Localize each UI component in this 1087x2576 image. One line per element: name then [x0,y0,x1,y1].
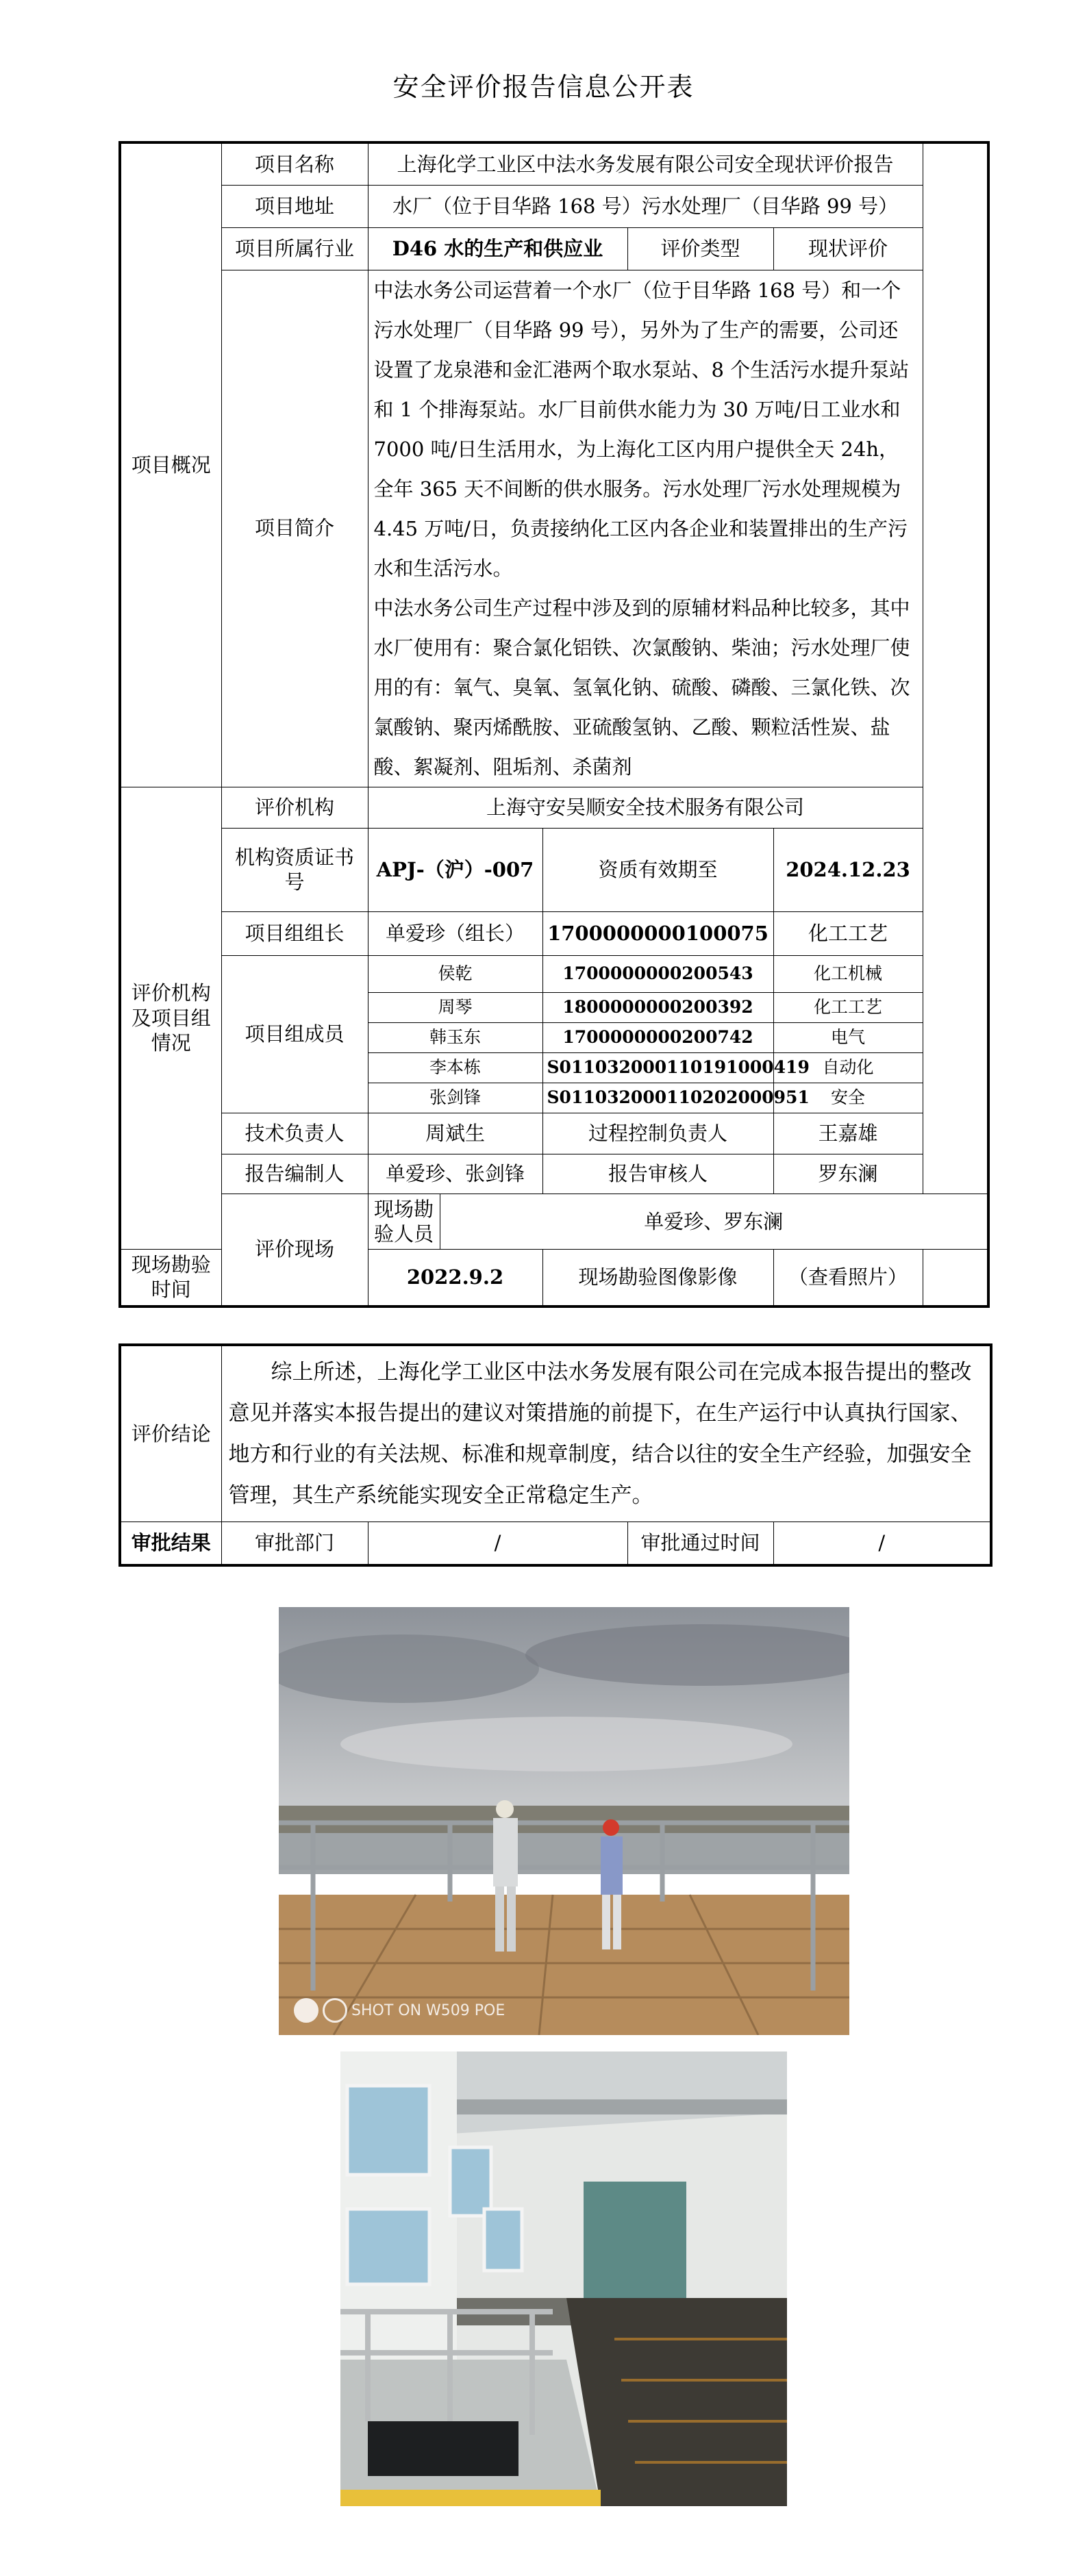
site-section-label: 评价现场 [221,1194,368,1306]
valid-label: 资质有效期至 [542,828,773,911]
valid-until: 2024.12.23 [773,828,923,911]
process-name: 王嘉雄 [773,1113,923,1154]
eval-type: 现状评价 [773,227,923,270]
member-specialty: 安全 [773,1083,923,1113]
page-title: 安全评价报告信息公开表 [392,72,695,102]
cert-label: 机构资质证书号 [221,828,368,911]
intro-paragraph-1: 中法水务公司运营着一个水厂（位于目华路 168 号）和一个污水处理厂（目华路 99 号），另外为了生产的需要，公司还设置了龙泉港和金汇港两个取水泵站、8 个生活污水提升泵站和 1 个排海泵站。水厂目前供水能力为 30 万吨/日工业水和 7000 吨/日生活用水，为上海化工区内用户提供全天 24h，全年 365 天不间断的供水服务。污水处理厂污水处理规模为 4.45 万吨/日，负责接纳化工区内各企业和装置排出的生产污水和生活污水。 [373,278,910,580]
photo-outdoor-illustration [279,1607,849,2035]
photo-watermark-text: SHOT ON W509 POE [351,2002,505,2019]
process-label: 过程控制负责人 [542,1113,773,1154]
agency-org: 上海守安吴顺安全技术服务有限公司 [368,787,923,828]
approval-time-label: 审批通过时间 [627,1521,773,1565]
site-staff-label: 现场勘验人员 [368,1194,440,1250]
member-name: 张剑锋 [368,1083,542,1113]
approval-time: / [773,1521,991,1565]
conclusion-text: 综上所述，上海化学工业区中法水务发展有限公司在完成本报告提出的整改意见并落实本报告提出的建议对策措施的前提下，在生产运行中认真执行国家、地方和行业的有关法规、标准和规章制度，结合以往的安全生产经验，加强安全管理，其生产系统能实现安全正常稳定生产。 [221,1345,991,1521]
site-photo-indoor [340,2051,787,2506]
member-name: 周琴 [368,992,542,1022]
leader-specialty: 化工工艺 [773,911,923,955]
camera-dot-icon [294,1998,318,2023]
reviewer-name: 罗东澜 [773,1154,923,1194]
tech-name: 周斌生 [368,1113,542,1154]
reviewer-label: 报告审核人 [542,1154,773,1194]
member-cert: 1700000000200742 [542,1022,773,1052]
project-intro [368,270,923,787]
industry: D46 水的生产和供应业 [368,227,627,270]
photo-indoor-illustration [340,2051,787,2506]
intro-paragraph-2: 中法水务公司生产过程中涉及到的原辅材料品种比较多，其中水厂使用有：聚合氯化铝铁、次氯酸钠、柴油；污水处理厂使用的有：氧气、臭氧、氢氧化钠、硫酸、磷酸、三氯化铁、次氯酸钠、聚丙烯酰胺、亚硫酸氢钠、乙酸、颗粒活性炭、盐酸、絮凝剂、阻垢剂、杀菌剂 [373,596,910,779]
project-address: 水厂（位于目华路 168 号）污水处理厂（目华路 99 号） [368,185,923,227]
info-table [118,141,990,1308]
eval-type-label: 评价类型 [627,227,773,270]
site-images-label: 现场勘验图像影像 [542,1250,773,1306]
approval-dept: / [368,1521,627,1565]
leader-cert: 1700000000100075 [542,911,773,955]
project-name: 上海化学工业区中法水务发展有限公司安全现状评价报告 [368,142,923,185]
camera-dot-icon [323,1998,347,2023]
agency-section-label: 评价机构及项目组情况 [120,787,221,1250]
member-cert: 1700000000200543 [542,955,773,992]
approval-dept-label: 审批部门 [221,1521,368,1565]
members-label: 项目组成员 [221,955,368,1113]
industry-label: 项目所属行业 [221,227,368,270]
conclusion-label: 评价结论 [120,1345,221,1521]
overview-section-label: 项目概况 [120,142,221,787]
member-cert: 1800000000200392 [542,992,773,1022]
leader-name: 单爱珍（组长） [368,911,542,955]
conclusion-table [118,1343,992,1567]
site-time-label: 现场勘验时间 [120,1250,221,1306]
member-name: 李本栋 [368,1052,542,1083]
cert-no: APJ-（沪）-007 [368,828,542,911]
writer-label: 报告编制人 [221,1154,368,1194]
view-photos-link[interactable]: （查看照片） [773,1250,923,1306]
member-specialty: 化工工艺 [773,992,923,1022]
site-photo-outdoor [279,1607,849,2035]
site-time: 2022.9.2 [368,1250,542,1306]
agency-org-label: 评价机构 [221,787,368,828]
member-specialty: 电气 [773,1022,923,1052]
project-address-label: 项目地址 [221,185,368,227]
member-cert: S011032000110191000419 [542,1052,773,1083]
site-staff: 单爱珍、罗东澜 [440,1194,988,1250]
photo-watermark [294,1998,505,2023]
project-name-label: 项目名称 [221,142,368,185]
member-cert: S011032000110202000951 [542,1083,773,1113]
member-specialty: 自动化 [773,1052,923,1083]
intro-label: 项目简介 [221,270,368,787]
tech-label: 技术负责人 [221,1113,368,1154]
approval-label: 审批结果 [120,1521,221,1565]
member-name: 韩玉东 [368,1022,542,1052]
member-name: 侯乾 [368,955,542,992]
leader-label: 项目组组长 [221,911,368,955]
writer-names: 单爱珍、张剑锋 [368,1154,542,1194]
member-specialty: 化工机械 [773,955,923,992]
